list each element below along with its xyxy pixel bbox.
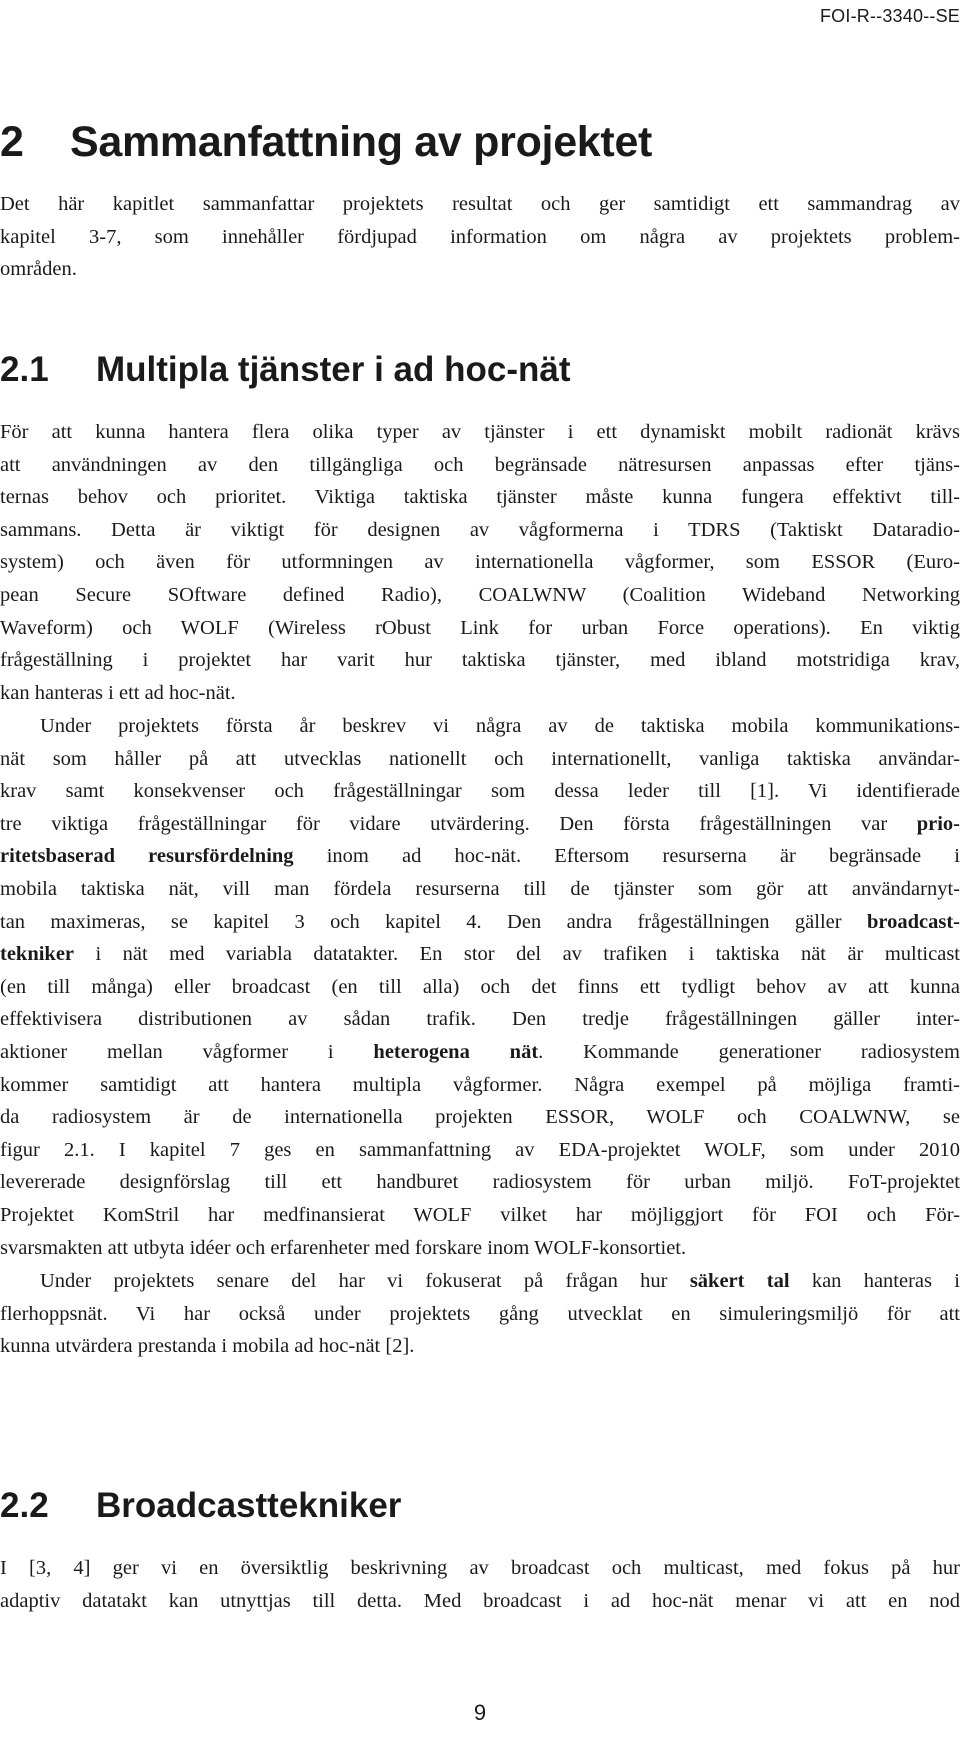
text-line: Projektet KomStril har medfinansierat WOLF vilket har möjliggjort för FOI och För- — [0, 1203, 960, 1226]
text-line: system) och även för utformningen av internationella vågformer, som ESSOR (Euro- — [0, 551, 960, 574]
text-line: Under projektets första år beskrev vi några av de taktiska mobila kommunikations- — [40, 715, 960, 737]
text-line: frågeställning i projektet har varit hur taktiska tjänster, med ibland motstridiga krav, — [0, 649, 960, 672]
chapter-intro-paragraph — [0, 188, 960, 286]
section-title: Broadcasttekniker — [96, 1486, 402, 1525]
page-number: 9 — [473, 1700, 487, 1725]
section-title: Multipla tjänster i ad hoc-nät — [96, 350, 571, 389]
text-line: ternas behov och prioritet. Viktiga taktiska tjänster måste kunna fungera effektivt till- — [0, 486, 960, 509]
section-number: 2.2 — [0, 1486, 49, 1525]
text-run: aktioner mellan vågformer i — [0, 1040, 374, 1063]
text-line: kapitel 3-7, som innehåller fördjupad information om några av projektets problem- — [0, 225, 960, 248]
text-line: Waveform) och WOLF (Wireless rObust Link for urban Force operations). En viktig — [0, 616, 960, 639]
text-line: svarsmakten att utbyta idéer och erfarenheter med forskare inom WOLF-konsortiet. — [0, 1236, 687, 1259]
section-number: 2.1 — [0, 350, 49, 389]
report-code: FOI-R--3340--SE — [819, 6, 960, 26]
text-line: effektivisera distributionen av sådan trafik. Den tredje frågeställningen gäller inter- — [0, 1008, 960, 1031]
text-line: (en till många) eller broadcast (en till alla) och det finns ett tydligt behov av att kunna — [0, 975, 960, 998]
section-2-1-paragraph-2 — [0, 710, 960, 1264]
section-2-1-paragraph-1 — [0, 416, 960, 709]
text-line: kommer samtidigt att hantera multipla vågformer. Några exempel på möjliga framti- — [0, 1073, 960, 1096]
chapter-title: Sammanfattning av projektet — [70, 118, 653, 166]
text-line: kunna utvärdera prestanda i mobila ad hoc-nät [2]. — [0, 1335, 415, 1358]
text-line: figur 2.1. I kapitel 7 ges en sammanfattning av EDA-projektet WOLF, som under 2010 — [0, 1138, 960, 1161]
text-line: flerhoppsnät. Vi har också under projektets gång utvecklat en simuleringsmiljö för att — [0, 1302, 960, 1325]
bold-term: broadcast- — [866, 910, 960, 933]
text-run: Under projektets senare del har vi fokuserat på frågan hur — [40, 1270, 690, 1292]
bold-term: heterogena nät — [373, 1040, 539, 1063]
chapter-number: 2 — [0, 118, 24, 166]
text-line: adaptiv datatakt kan utnyttjas till detta. Med broadcast i ad hoc-nät menar vi att en nod — [0, 1589, 960, 1612]
text-line — [0, 808, 960, 841]
text-line: krav samt konsekvenser och frågeställningar som dessa leder till [1]. Vi identifierade — [0, 780, 960, 803]
text-line — [0, 1036, 960, 1069]
text-line: pean Secure SOftware defined Radio), COALWNW (Coalition Wideband Networking — [0, 583, 960, 606]
text-line: Det här kapitlet sammanfattar projektets resultat och ger samtidigt ett sammandrag av — [0, 193, 960, 215]
section-2-1-paragraph-3 — [0, 1265, 960, 1363]
text-run: kan hanteras i — [789, 1270, 960, 1292]
text-line — [0, 938, 960, 971]
bold-term: tekniker — [0, 943, 75, 966]
text-line: levererade designförslag till ett handburet radiosystem för urban miljö. FoT-projektet — [0, 1171, 960, 1194]
text-line: I [3, 4] ger vi en översiktlig beskrivning av broadcast och multicast, med fokus på hur — [0, 1557, 960, 1579]
text-run: . Kommande generationer radiosystem — [538, 1040, 960, 1063]
bold-term: prio- — [916, 812, 960, 835]
text-line: da radiosystem är de internationella projekten ESSOR, WOLF och COALWNW, se — [0, 1106, 960, 1129]
section-2-2-paragraph-1 — [0, 1552, 960, 1617]
text-line: nät som håller på att utvecklas nationellt och internationellt, vanliga taktiska användar- — [0, 747, 960, 770]
text-line: För att kunna hantera flera olika typer av tjänster i ett dynamiskt mobilt radionät krävs — [0, 421, 960, 443]
text-line: mobila taktiska nät, vill man fördela resurserna till de tjänster som gör att användarnyt- — [0, 877, 960, 900]
bold-term: säkert tal — [689, 1270, 790, 1292]
text-run: inom ad hoc-nät. Eftersom resurserna är begränsade i — [293, 845, 960, 868]
section-heading-2-2 — [0, 1484, 401, 1528]
text-line — [0, 906, 960, 939]
bold-term: ritetsbaserad resursfördelning — [0, 845, 294, 868]
chapter-heading — [0, 116, 652, 168]
text-line — [0, 1265, 960, 1298]
text-line — [0, 840, 960, 873]
text-run: tan maximeras, se kapitel 3 och kapitel 4. Den andra frågeställningen gäller — [0, 910, 867, 933]
text-run: i nät med variabla datatakter. En stor del av trafiken i taktiska nät är multicast — [74, 943, 960, 966]
text-line: att användningen av den tillgängliga och begränsade nätresursen anpassas efter tjäns- — [0, 453, 960, 476]
text-line: sammans. Detta är viktigt för designen av vågformerna i TDRS (Taktiskt Dataradio- — [0, 518, 960, 541]
text-line: kan hanteras i ett ad hoc-nät. — [0, 681, 236, 704]
text-line: områden. — [0, 258, 77, 281]
section-heading-2-1 — [0, 348, 570, 392]
text-run: tre viktiga frågeställningar för vidare utvärdering. Den första frågeställningen var — [0, 812, 917, 835]
